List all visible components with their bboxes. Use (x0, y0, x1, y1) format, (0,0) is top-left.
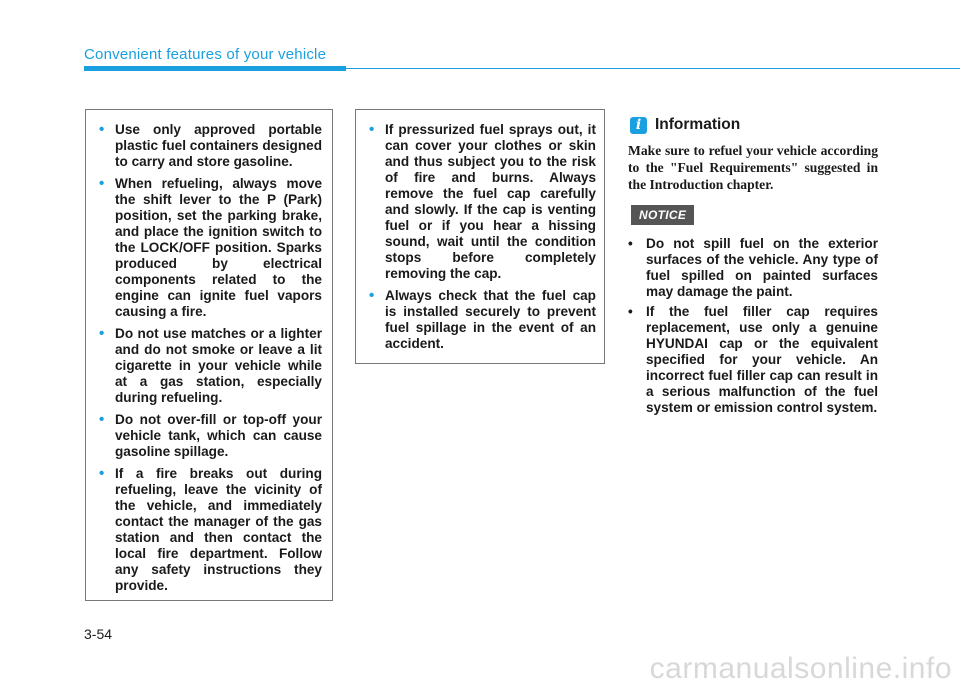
bullet-icon: • (369, 287, 375, 304)
information-section (628, 114, 878, 193)
warning-item: • Use only approved portable plastic fuel containers designed to carry and store gasoline. (99, 121, 322, 169)
warning-box-middle (355, 109, 605, 364)
notice-item: • Do not spill fuel on the exterior surfaces of the vehicle. Any type of fuel spilled on painted surfaces may damage the paint. (628, 236, 878, 299)
bullet-icon: • (99, 121, 105, 138)
section-title: Convenient features of your vehicle (84, 46, 327, 63)
bullet-icon: • (99, 411, 105, 428)
watermark: carmanualsonline.info (649, 652, 952, 685)
warning-item: • If a fire breaks out during refueling, leave the vicinity of the vehicle, and immediately contact the manager of the gas station and then contact the local fire department. Follow any safety instructions they provide. (99, 465, 322, 593)
bullet-icon: • (99, 465, 105, 482)
info-icon: i (630, 117, 647, 134)
warning-item: • When refueling, always move the shift lever to the P (Park) position, set the parking brake, and place the ignition switch to the LOCK/OFF position. Sparks produced by electrical components related to the engine can ignite fuel vapors causing a fire. (99, 175, 322, 319)
notice-badge: NOTICE (631, 205, 694, 225)
warning-item: • If pressurized fuel sprays out, it can cover your clothes or skin and thus subject you to the risk of fire and burns. Always remove the fuel cap carefully and slowly. If the cap is venting fuel or if you hear a hissing sound, wait until the condition stops before completely removing the cap. (369, 121, 596, 281)
bullet-icon: • (99, 175, 105, 192)
information-header (628, 114, 878, 136)
information-title: Information (655, 116, 741, 133)
header-rule-accent (84, 66, 346, 71)
warning-box-left (85, 109, 333, 601)
information-body: Make sure to refuel your vehicle according to the "Fuel Requirements" suggested in the Introduction chapter. (628, 143, 878, 192)
bullet-icon: • (628, 236, 633, 251)
bullet-icon: • (99, 325, 105, 342)
warning-item: • Always check that the fuel cap is installed securely to prevent fuel spillage in the event of an accident. (369, 287, 596, 351)
header-rule-line (346, 68, 960, 69)
notice-section (628, 236, 878, 420)
page-number: 3-54 (84, 626, 113, 642)
warning-item: • Do not over-fill or top-off your vehicle tank, which can cause gasoline spillage. (99, 411, 322, 459)
bullet-icon: • (628, 304, 633, 319)
notice-item: • If the fuel filler cap requires replacement, use only a genuine HYUNDAI cap or the equivalent specified for your vehicle. An incorrect fuel filler cap can result in a serious malfunction of the fuel system or emission control system. (628, 304, 878, 415)
bullet-icon: • (369, 121, 375, 138)
warning-item: • Do not use matches or a lighter and do not smoke or leave a lit cigarette in your vehicle while at a gas station, especially during refueling. (99, 325, 322, 405)
